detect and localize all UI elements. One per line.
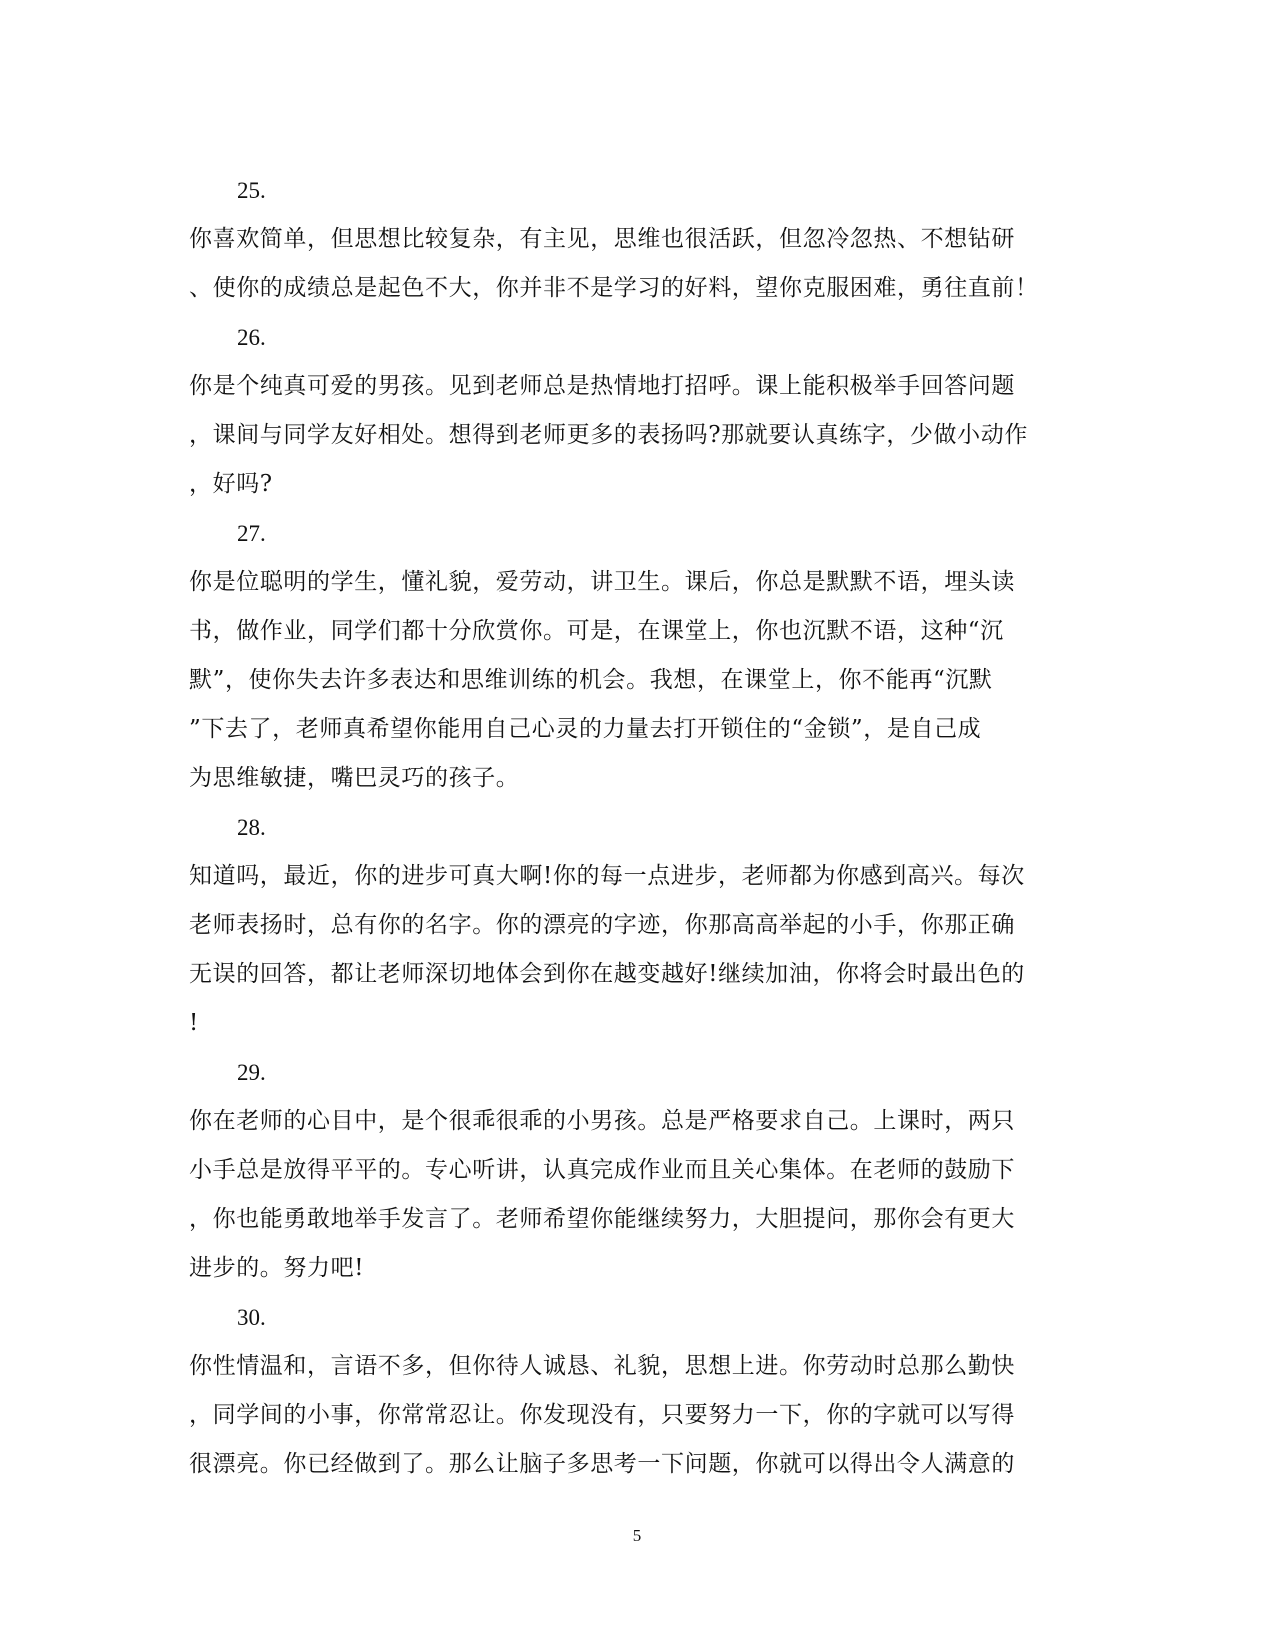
entry-text-line: 书，做作业，同学们都十分欣赏你。可是，在课堂上，你也沉默不语，这种“沉 [189, 618, 1004, 644]
entry-text-line: 进步的。努力吧! [189, 1255, 365, 1281]
entry-text-line: 你在老师的心目中，是个很乖很乖的小男孩。总是严格要求自己。上课时，两只 [189, 1108, 1015, 1134]
entry-text-line: 你喜欢简单，但思想比较复杂，有主见，思维也很活跃，但忽冷忽热、不想钻研 [189, 226, 1015, 252]
entry-text-line: ，你也能勇敢地举手发言了。老师希望你能继续努力，大胆提问，那你会有更大 [189, 1206, 1015, 1232]
entry-number: 29. [237, 1060, 266, 1085]
comment-entry [189, 1293, 1089, 1489]
comment-entry [189, 803, 1089, 1048]
page-number: 5 [632, 1526, 642, 1545]
entry-text-line: 你性情温和，言语不多，但你待人诚恳、礼貌，思想上进。你劳动时总那么勤快 [189, 1353, 1015, 1379]
entry-text-line: 你是个纯真可爱的男孩。见到老师总是热情地打招呼。课上能积极举手回答问题 [189, 373, 1015, 399]
entry-text-line: ，同学间的小事，你常常忍让。你发现没有，只要努力一下，你的字就可以写得 [189, 1402, 1015, 1428]
entry-text-line: 你是位聪明的学生，懂礼貌，爱劳动，讲卫生。课后，你总是默默不语，埋头读 [189, 569, 1015, 595]
entry-text-line: 很漂亮。你已经做到了。那么让脑子多思考一下问题，你就可以得出令人满意的 [189, 1451, 1015, 1477]
entry-text-line: ! [189, 1010, 199, 1036]
entry-text-line: ，好吗? [189, 471, 273, 497]
entry-text-line: 小手总是放得平平的。专心听讲，认真完成作业而且关心集体。在老师的鼓励下 [189, 1157, 1015, 1183]
entry-number: 27. [237, 521, 266, 546]
entry-text-line: 知道吗，最近，你的进步可真大啊!你的每一点进步，老师都为你感到高兴。每次 [189, 863, 1025, 889]
comment-entry [189, 1048, 1089, 1293]
entry-number: 28. [237, 815, 266, 840]
comment-entry [189, 166, 1089, 313]
entry-text-line: 为思维敏捷，嘴巴灵巧的孩子。 [189, 765, 520, 791]
entry-text-line: ，课间与同学友好相处。想得到老师更多的表扬吗?那就要认真练字，少做小动作 [189, 422, 1028, 448]
entry-number: 25. [237, 178, 266, 203]
entry-text-line: 老师表扬时，总有你的名字。你的漂亮的字迹，你那高高举起的小手，你那正确 [189, 912, 1015, 938]
comment-entry [189, 509, 1089, 803]
entry-number: 26. [237, 325, 266, 350]
entry-text-line: 无误的回答，都让老师深切地体会到你在越变越好!继续加油，你将会时最出色的 [189, 961, 1025, 987]
entry-text-line: ”下去了，老师真希望你能用自己心灵的力量去打开锁住的“金锁”，是自己成 [189, 716, 982, 742]
comment-entry [189, 313, 1089, 509]
entry-number: 30. [237, 1305, 266, 1330]
entry-text-line: 、使你的成绩总是起色不大，你并非不是学习的好料，望你克服困难，勇往直前！ [189, 275, 1039, 301]
entry-text-line: 默”，使你失去许多表达和思维训练的机会。我想，在课堂上，你不能再“沉默 [189, 667, 993, 693]
document-body [189, 166, 1089, 1489]
